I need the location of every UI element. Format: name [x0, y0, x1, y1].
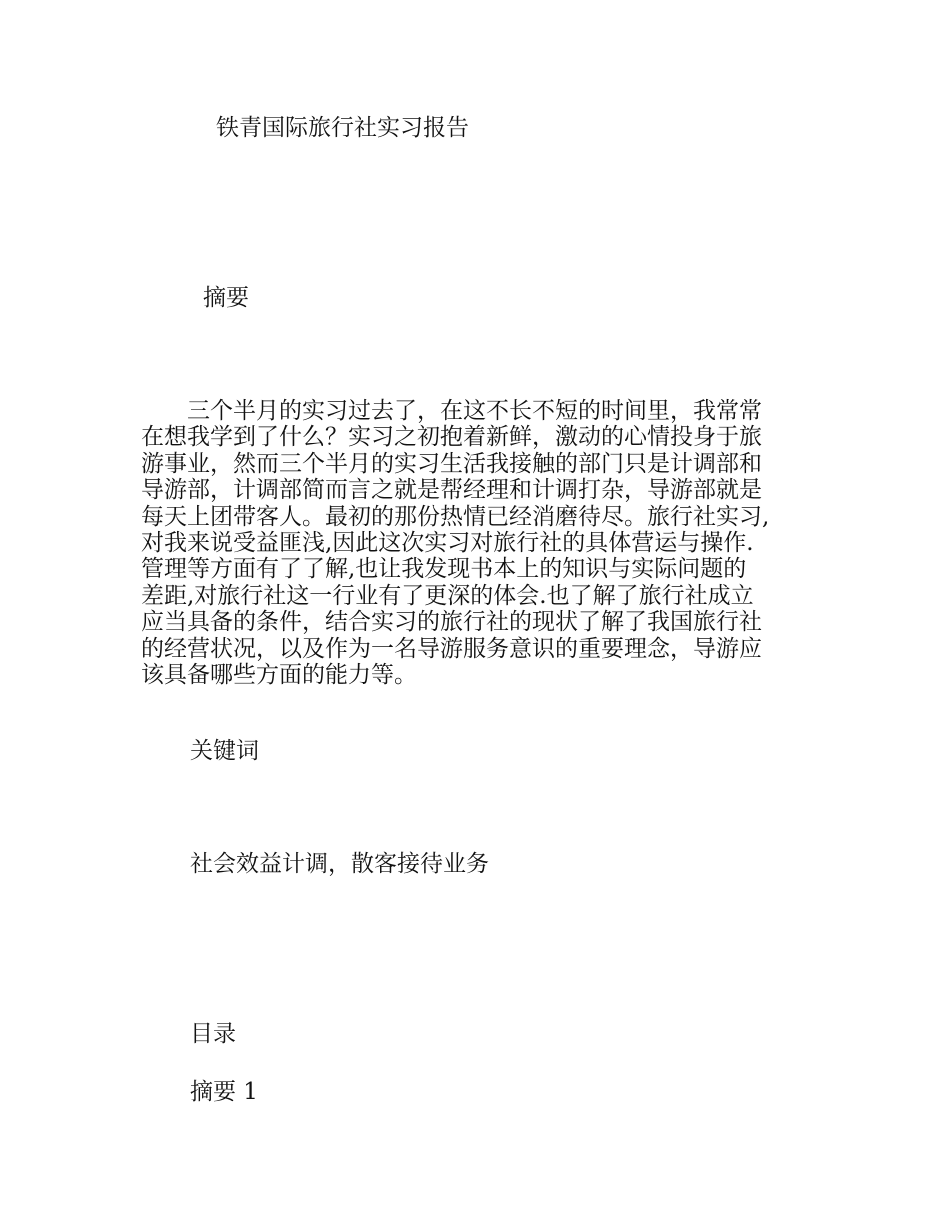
abstract-line: 管理等方面有了了解,也让我发现书本上的知识与实际问题的 [141, 556, 747, 583]
abstract-line: 每天上团带客人。最初的那份热情已经消磨待尽。旅行社实习, [141, 503, 770, 530]
toc-item: 摘要 1 [190, 1079, 258, 1105]
keywords-heading: 关键词 [190, 738, 259, 764]
abstract-line: 差距,对旅行社这一行业有了更深的体会.也了解了旅行社成立 [141, 582, 754, 609]
abstract-line: 应当具备的条件，结合实习的旅行社的现状了解了我国旅行社 [141, 609, 762, 636]
toc-heading: 目录 [190, 1021, 236, 1047]
document-title: 铁青国际旅行社实习报告 [216, 115, 469, 141]
abstract-line: 三个半月的实习过去了，在这不长不短的时间里，我常常 [141, 398, 762, 424]
abstract-line: 在想我学到了什么？实习之初抱着新鲜，激动的心情投身于旅 [141, 424, 762, 451]
abstract-line: 该具备哪些方面的能力等。 [141, 662, 417, 689]
abstract-line: 导游部，计调部简而言之就是帮经理和计调打杂，导游部就是 [141, 477, 762, 504]
abstract-body [141, 398, 831, 688]
abstract-line: 对我来说受益匪浅,因此这次实习对旅行社的具体营运与操作. [141, 530, 754, 557]
abstract-heading: 摘要 [203, 285, 249, 311]
keywords-text: 社会效益计调，散客接待业务 [190, 851, 489, 877]
abstract-line: 的经营状况，以及作为一名导游服务意识的重要理念，导游应 [141, 635, 762, 662]
abstract-line: 游事业，然而三个半月的实习生活我接触的部门只是计调部和 [141, 450, 762, 477]
